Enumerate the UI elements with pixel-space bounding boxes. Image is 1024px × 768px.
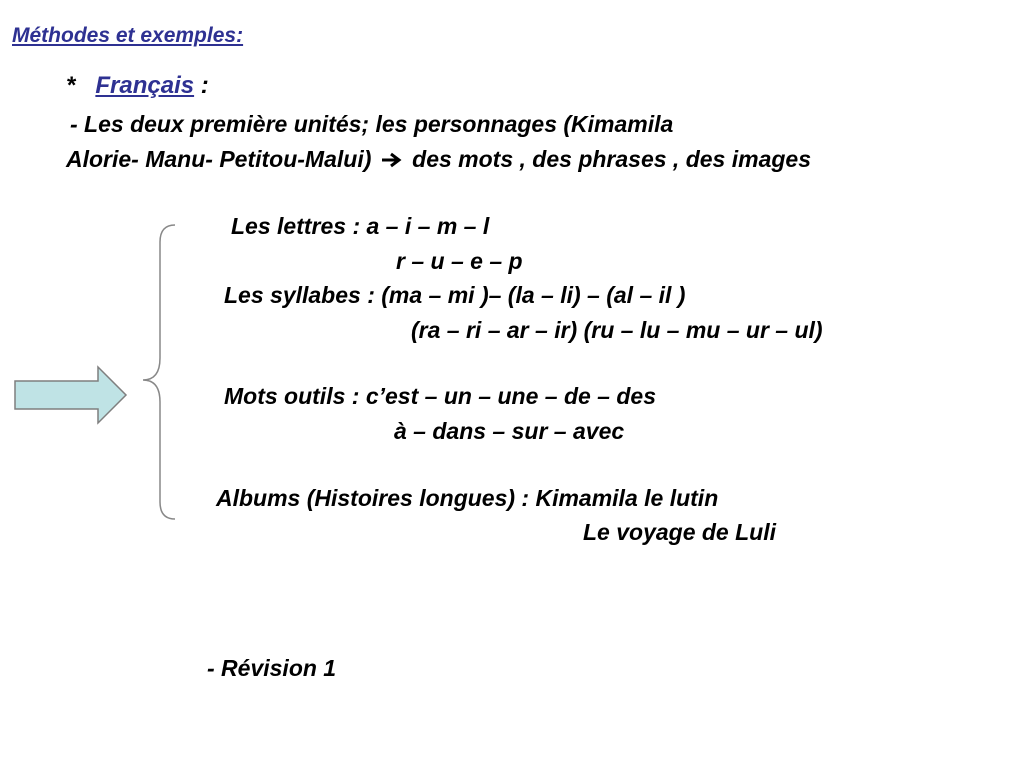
syllabes-line-1: Les syllabes : (ma – mi )– (la – li) – (al – il ) [224,282,686,308]
heading-text: Méthodes et exemples: [12,24,244,47]
lettres-line-2: r – u – e – p [396,248,523,274]
albums-line-1: Albums (Histoires longues) : Kimamila le lutin [216,485,719,511]
albums-line-2: Le voyage de Luli [583,519,776,545]
intro-line-1: - Les deux première unités; les personnages (Kimamila [70,111,674,137]
subject-name: Français [95,72,195,99]
intro-line-2-before: Alorie- Manu- Petitou-Malui) [66,146,372,172]
intro-line-2-after: des mots , des phrases , des images [412,146,811,172]
mots-outils-line-1: Mots outils : c’est – un – une – de – des [224,383,656,409]
left-curly-brace [140,222,182,524]
block-arrow-right-icon [12,364,130,426]
lettres-line-1: Les lettres : a – i – m – l [231,213,490,239]
revision-line: - Révision 1 [207,655,337,681]
bullet-marker: * [66,72,76,99]
intro-line-2 [66,148,811,171]
syllabes-line-2: (ra – ri – ar – ir) (ru – lu – mu – ur – ul) [411,317,823,343]
slide-heading [12,25,243,46]
subject-colon: : [200,72,209,99]
subject-line [66,74,209,98]
mots-outils-line-2: à – dans – sur – avec [394,418,625,444]
right-arrow-icon [381,152,403,168]
